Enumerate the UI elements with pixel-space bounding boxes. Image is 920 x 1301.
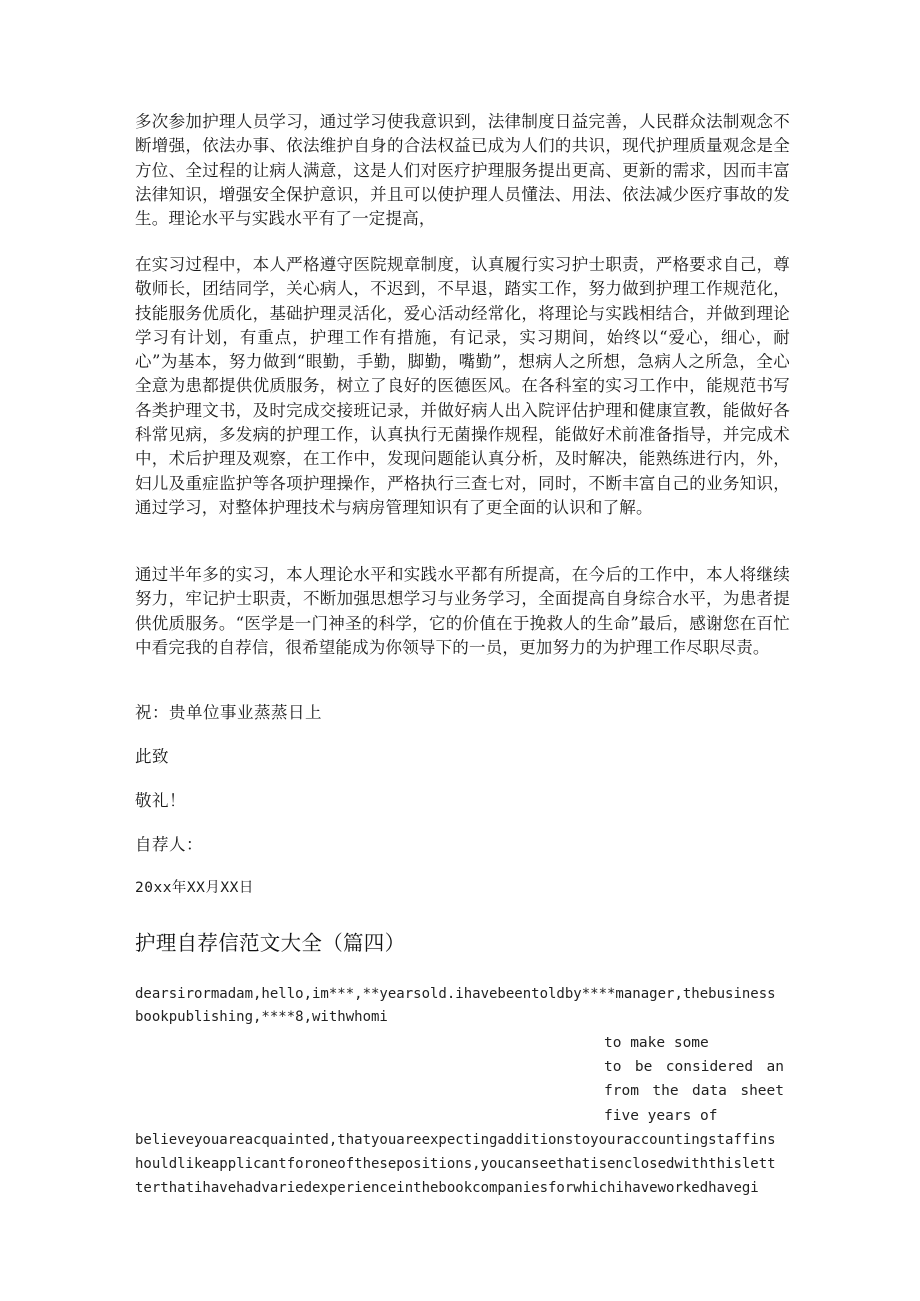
body-paragraph: 多次参加护理人员学习，通过学习使我意识到，法律制度日益完善，人民群众法制观念不断增强，依法办事、依法维护自身的合法权益已成为人们的共识，现代护理质量观念是全方位、全过程的让病人满意，这是人们对医疗护理服务提出更高、更新的需求，因而丰富法律知识，增强安全保护意识，并且可以使护理人员懂法、用法、依法减少医疗事故的发生。理论水平与实践水平有了一定提高， <box>135 112 790 229</box>
column-line: five years of <box>604 1107 718 1124</box>
body-paragraph: 通过半年多的实习，本人理论水平和实践水平都有所提高，在今后的工作中，本人将继续努力，牢记护士职责，不断加强思想学习与业务学习，全面提高自身综合水平，为患者提供优质服务。“医学是一门神圣的科学，它的价值在于挽救人的生命”最后，感谢您在百忙中看完我的自荐信，很希望能成为你领导下的一员，更加努力的为护理工作尽职尽责。 <box>135 565 790 657</box>
english-text-block: believeyouareacquainted,thatyouareexpectingadditionstoyouraccountingstaffinshouldlikeapplicantforoneofthesepositions,youcanseethatisenclosedwiththislettterthatihavehadvariedexperienceinthebookcompaniesforwhichihaveworkedhavegi <box>135 1132 776 1197</box>
closing-regards: 敬礼！ <box>135 791 186 810</box>
letter-date: 20xx年XX月XX日 <box>135 880 254 896</box>
column-line: from the data sheet <box>604 1083 784 1100</box>
column-line: to make some <box>604 1035 709 1051</box>
body-paragraph: 在实习过程中，本人严格遵守医院规章制度，认真履行实习护士职责，严格要求自己，尊敬师长，团结同学，关心病人，不迟到，不早退，踏实工作，努力做到护理工作规范化，技能服务优质化，基础护理灵活化，爱心活动经常化，将理论与实践相结合，并做到理论学习有计划，有重点，护理工作有措施，有记录，实习期间，始终以“爱心，细心，耐心”为基本，努力做到“眼勤，手勤，脚勤，嘴勤”，想病人之所想，急病人之所急，全心全意为患都提供优质服务，树立了良好的医德医风。在各科室的实习工作中，能规范书写各类护理文书，及时完成交接班记录，并做好病人出入院评估护理和健康宣教，能做好各科常见病，多发病的护理工作，认真执行无菌操作规程，能做好术前准备指导，并完成术中，术后护理及观察，在工作中，发现问题能认真分析，及时解决，能熟练进行内，外，妇儿及重症监护等各项护理操作，严格执行三查七对，同时，不断丰富自己的业务知识，通过学习，对整体护理技术与病房管理知识有了更全面的认识和了解。 <box>135 255 790 517</box>
column-line: to be considered an <box>604 1059 784 1076</box>
english-text-block: dearsirormadam,hello,im***,**yearsold.ihavebeentoldby****manager,thebusinessbookpublishing,****8,withwhomi <box>135 986 776 1025</box>
signer-label: 自荐人： <box>135 835 203 854</box>
section-heading: 护理自荐信范文大全（篇四） <box>135 931 406 955</box>
english-column-fragment <box>604 1031 784 1128</box>
closing-wish: 祝：贵单位事业蒸蒸日上 <box>135 703 322 722</box>
closing-salutation: 此致 <box>135 747 169 766</box>
